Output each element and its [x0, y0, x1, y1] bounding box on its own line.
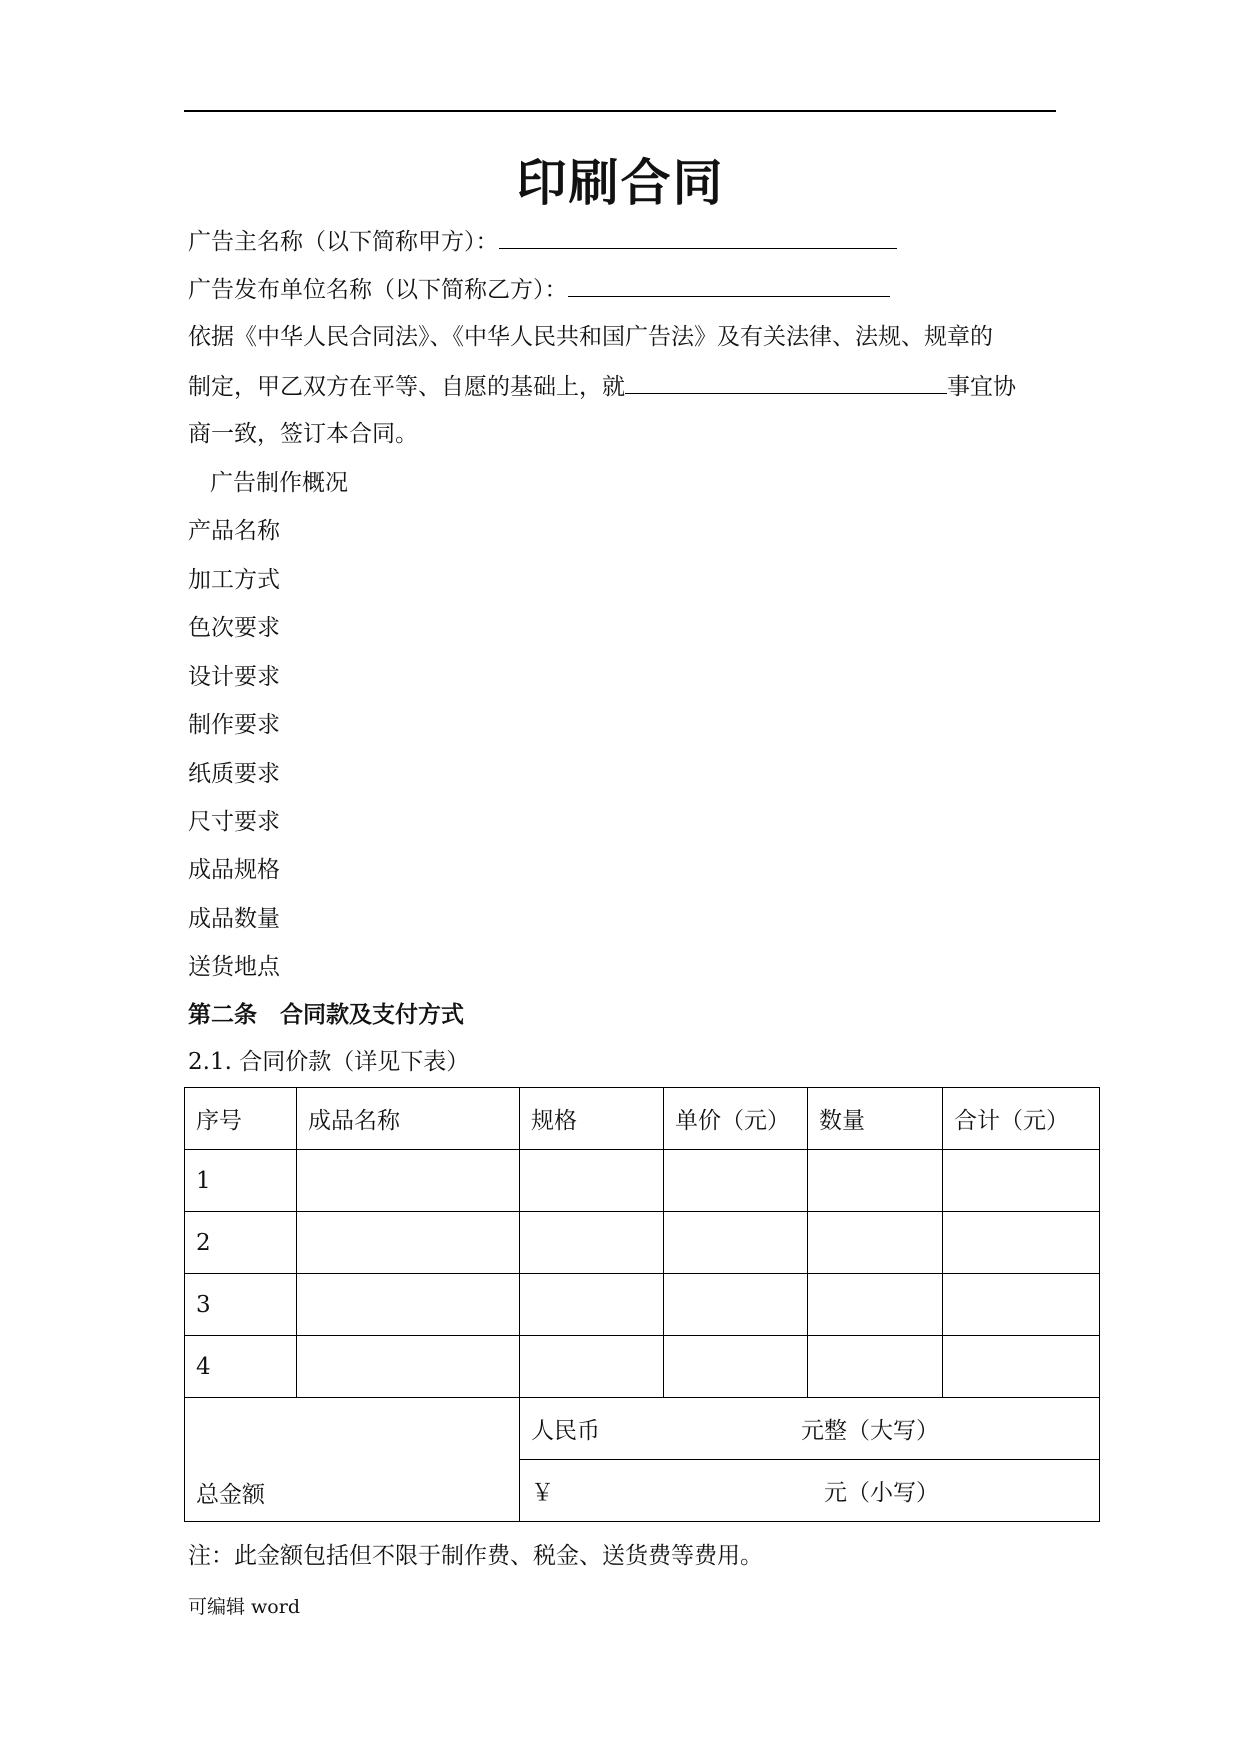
- cell-spec: [520, 1150, 664, 1212]
- rmb-label: 人民币: [531, 1418, 600, 1444]
- cell-product-name: [297, 1212, 520, 1274]
- row-index: 1: [185, 1150, 297, 1212]
- cell-quantity: [808, 1336, 943, 1398]
- cell-subtotal: [943, 1212, 1100, 1274]
- article2-heading: 第二条 合同款及支付方式: [188, 1002, 464, 1028]
- cell-product-name: [297, 1150, 520, 1212]
- table-header-row: [185, 1088, 1100, 1150]
- intro-line-2: [188, 371, 1016, 402]
- yen-suffix: 元（小写）: [824, 1480, 939, 1506]
- total-yen-cell: [520, 1460, 1100, 1522]
- cell-quantity: [808, 1150, 943, 1212]
- header-index: 序号: [185, 1088, 297, 1150]
- cell-product-name: [297, 1274, 520, 1336]
- cell-quantity: [808, 1212, 943, 1274]
- header-subtotal: 合计（元）: [943, 1088, 1100, 1150]
- rmb-suffix: 元整（大写）: [801, 1418, 939, 1444]
- header-spec: 规格: [520, 1088, 664, 1150]
- document-title: 印刷合同: [516, 154, 725, 212]
- total-rmb-cell: [520, 1398, 1100, 1460]
- cell-spec: [520, 1212, 664, 1274]
- cell-subtotal: [943, 1274, 1100, 1336]
- intro-line-3: 商一致，签订本合同。: [188, 421, 418, 447]
- cell-quantity: [808, 1274, 943, 1336]
- party-a-label: 广告主名称（以下简称甲方）：: [188, 229, 499, 255]
- intro-line-1: 依据《中华人民合同法》、《中华人民共和国广告法》及有关法律、法规、规章的: [188, 324, 993, 350]
- cell-spec: [520, 1274, 664, 1336]
- cell-unit-price: [664, 1212, 808, 1274]
- requirement-item: 成品数量: [188, 906, 280, 932]
- party-b-blank: [568, 274, 890, 297]
- requirement-item: 产品名称: [188, 518, 280, 544]
- requirement-item: 加工方式: [188, 567, 280, 593]
- cell-spec: [520, 1336, 664, 1398]
- header-rule: [184, 110, 1056, 112]
- row-index: 4: [185, 1336, 297, 1398]
- party-a-line: [188, 226, 897, 257]
- header-product-name: 成品名称: [297, 1088, 520, 1150]
- cell-subtotal: [943, 1150, 1100, 1212]
- table-row: [185, 1150, 1100, 1212]
- cell-unit-price: [664, 1150, 808, 1212]
- section1-heading: 广告制作概况: [210, 470, 348, 496]
- cell-subtotal: [943, 1336, 1100, 1398]
- requirement-item: 送货地点: [188, 954, 280, 980]
- table-row: [185, 1274, 1100, 1336]
- price-table: [184, 1087, 1100, 1522]
- footer-text: 可编辑 word: [188, 1596, 300, 1618]
- table-row: [185, 1336, 1100, 1398]
- cell-unit-price: [664, 1336, 808, 1398]
- party-a-blank: [499, 226, 897, 249]
- clause-2-1: 2.1. 合同价款（详见下表）: [188, 1049, 470, 1075]
- cell-product-name: [297, 1336, 520, 1398]
- matter-blank: [625, 371, 947, 394]
- table-row: [185, 1212, 1100, 1274]
- requirement-item: 纸质要求: [188, 761, 280, 787]
- total-row-upper: [185, 1398, 1100, 1460]
- party-b-line: [188, 274, 890, 305]
- amount-note: 注：此金额包括但不限于制作费、税金、送货费等费用。: [188, 1543, 763, 1569]
- intro-line-2-pre: 制定，甲乙双方在平等、自愿的基础上，就: [188, 374, 625, 400]
- cell-unit-price: [664, 1274, 808, 1336]
- requirement-item: 尺寸要求: [188, 809, 280, 835]
- intro-line-2-post: 事宜协: [947, 374, 1016, 400]
- total-amount-label: 总金额: [185, 1398, 520, 1522]
- requirement-item: 色次要求: [188, 615, 280, 641]
- requirement-item: 成品规格: [188, 857, 280, 883]
- requirement-item: 设计要求: [188, 664, 280, 690]
- row-index: 3: [185, 1274, 297, 1336]
- requirement-item: 制作要求: [188, 712, 280, 738]
- yen-symbol: ￥: [531, 1480, 554, 1506]
- party-b-label: 广告发布单位名称（以下简称乙方）：: [188, 277, 568, 303]
- header-unit-price: 单价（元）: [664, 1088, 808, 1150]
- header-quantity: 数量: [808, 1088, 943, 1150]
- row-index: 2: [185, 1212, 297, 1274]
